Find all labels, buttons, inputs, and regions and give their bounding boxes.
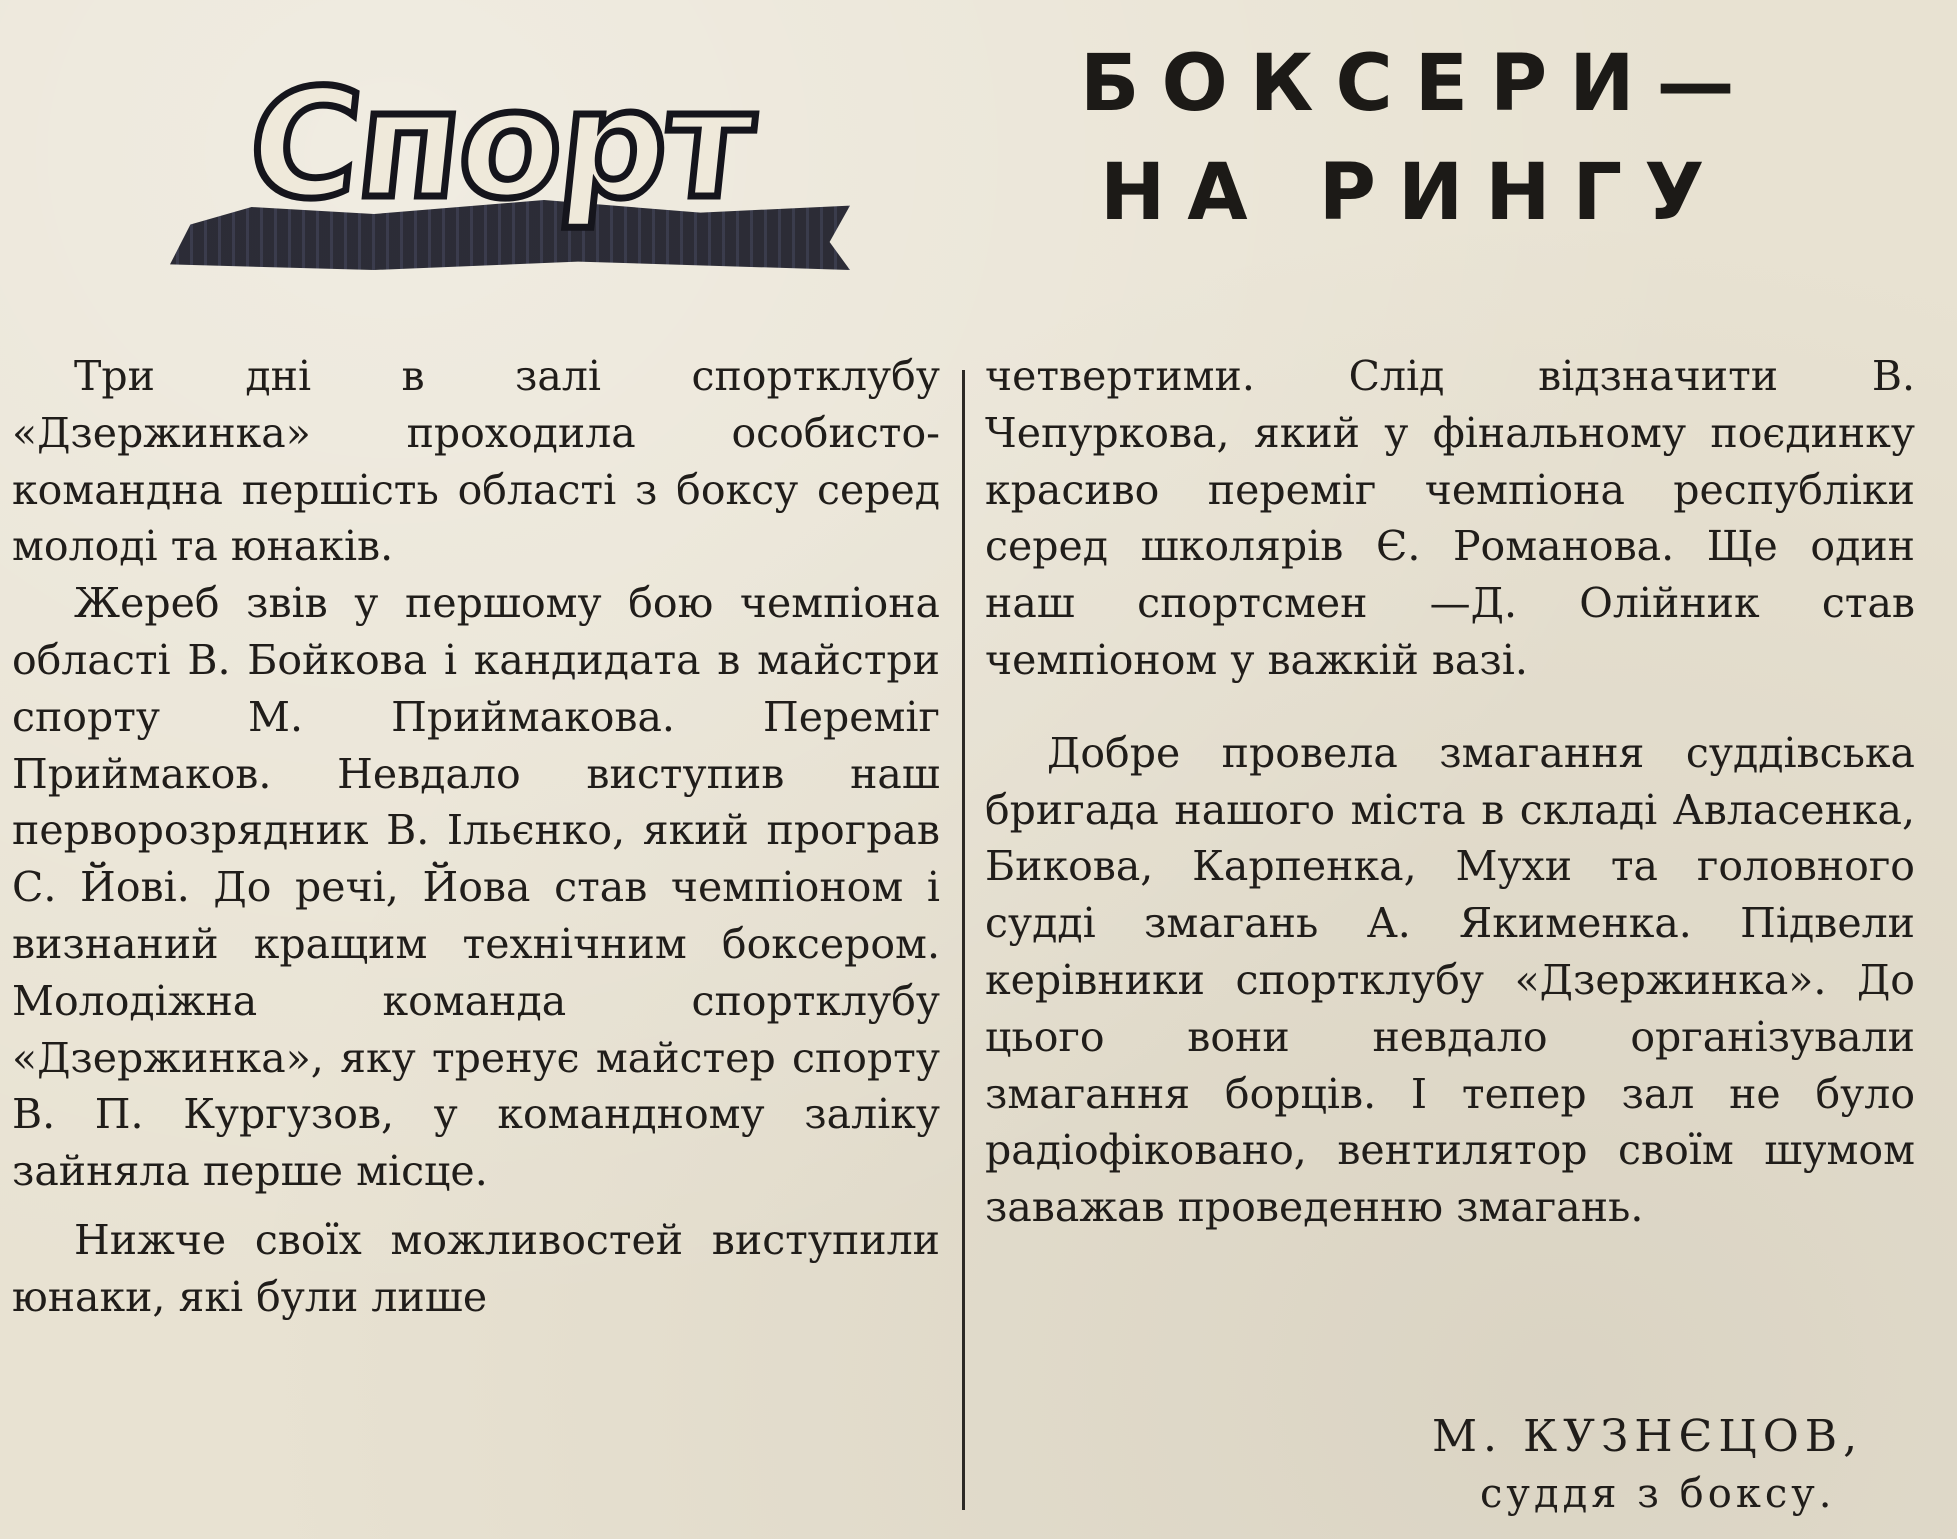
author-role: суддя з боксу. (1480, 1471, 1836, 1517)
article-column-left (12, 348, 940, 1326)
author-name: М. КУЗНЄЦОВ, (1432, 1411, 1864, 1462)
paragraph: четвертими. Слід відзначити В. Чепуркова, який у фінальному поєдинку красиво переміг чемпіона республіки серед школярів Є. Романова. Ще один наш спортсмен —Д. Олійник став чемпіоном у важкій вазі. (985, 352, 1915, 684)
logo-text: Спорт (240, 58, 761, 232)
sport-logo (170, 40, 850, 270)
headline-line-2: НА РИНГУ (1100, 148, 1727, 239)
paragraph: Нижче своїх можливостей виступили юнаки, які були лише (12, 1215, 940, 1321)
column-divider (962, 370, 965, 1510)
paragraph: Три дні в залі спортклубу «Дзержинка» проходила особисто-командна першість області з боксу серед молоді та юнаків. (12, 352, 940, 571)
paragraph: Добре провела змагання суддівська бригада нашого міста в складі Авласенка, Бикова, Карпенка, Мухи та головного судді змагань А. Якименка. Підвели керівники спортклубу «Дзержинка». До цього вони невдало організували змагання борців. І тепер зал не було радіофіковано, вентилятор своїм шумом заважав проведенню змагань. (985, 728, 1915, 1232)
article-column-right (985, 348, 1915, 1236)
paragraph: Жереб звів у першому бою чемпіона області В. Бойкова і кандидата в майстри спорту М. Приймакова. Переміг Приймаков. Невдало виступив наш перворозрядник В. Ільєнко, який програв С. Йові. До речі, Йова став чемпіоном і визнаний кращим технічним боксером. Молодіжна команда спортклубу «Дзержинка», яку тренує майстер спорту В. П. Кургузов, у командному заліку зайняла перше місце. (12, 579, 940, 1196)
headline-line-1: БОКСЕРИ— (1080, 39, 1757, 129)
article-signature (1420, 1408, 1920, 1522)
article-headline (1080, 30, 1900, 248)
